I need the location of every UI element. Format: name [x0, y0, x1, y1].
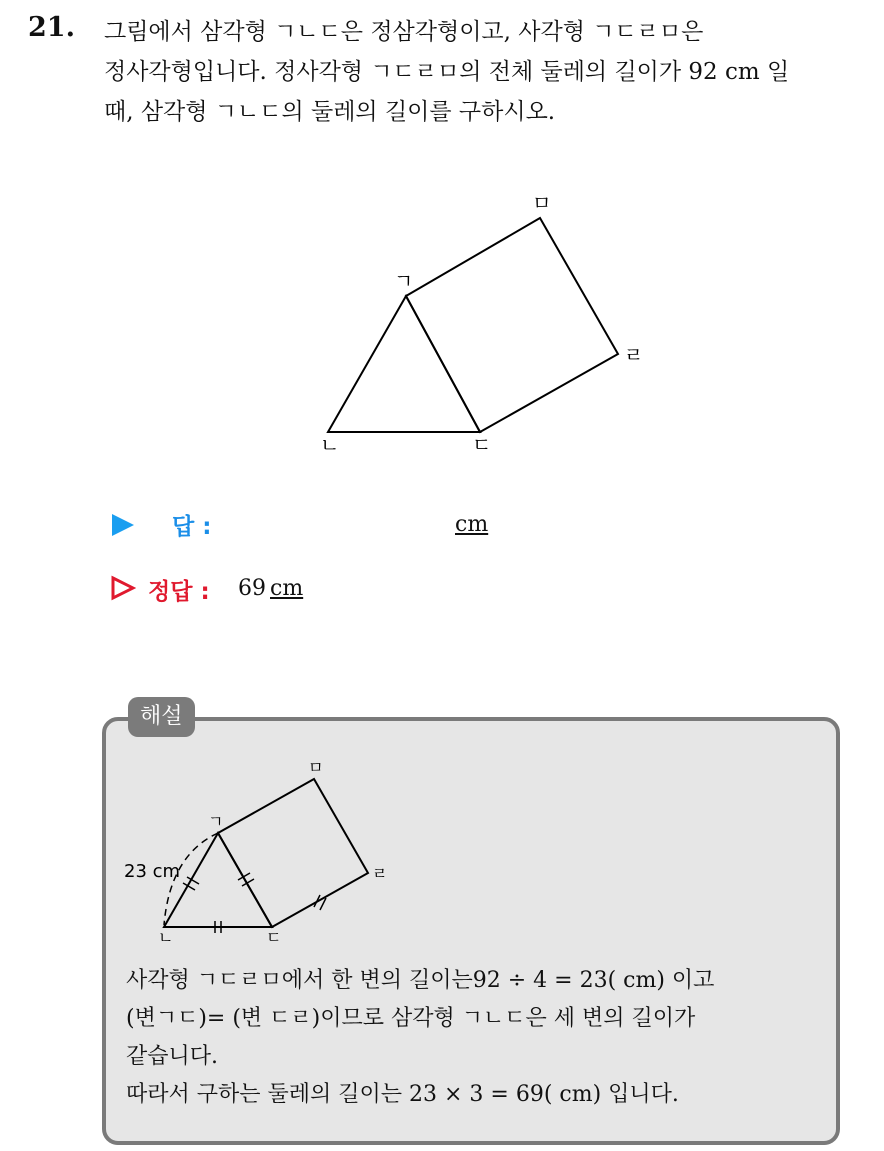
correct-unit: cm [270, 576, 304, 601]
vertex-label-d: ㄷ [472, 433, 492, 457]
triangle-gnd [328, 296, 480, 432]
tick-marks [183, 873, 326, 933]
vertex-label-n-small: ㄴ [158, 928, 174, 947]
vertex-label-n: ㄴ [320, 433, 340, 457]
side-length-label: 23 cm [124, 861, 181, 882]
question-line: 때, 삼각형 ㄱㄴㄷ의 둘레의 길이를 구하시오. [104, 99, 556, 125]
question-line: 정사각형입니다. 정사각형 ㄱㄷㄹㅁ의 전체 둘레의 길이가 92 cm 일 [104, 59, 790, 85]
vertex-label-r-small: ㄹ [372, 864, 388, 883]
vertex-label-g: ㄱ [394, 269, 414, 293]
answer-arrow-icon [110, 512, 136, 538]
explanation-line: 같습니다. [126, 1044, 219, 1069]
square-gdrm [406, 218, 618, 432]
explanation-text [126, 962, 826, 1114]
explanation-figure [120, 755, 420, 955]
triangle-gnd-small [164, 833, 272, 927]
explanation-line: (변ㄱㄷ)= (변 ㄷㄹ)이므로 삼각형 ㄱㄴㄷ은 세 변의 길이가 [126, 1006, 696, 1031]
vertex-label-d-small: ㄷ [266, 928, 282, 947]
square-gdrm-small [218, 779, 368, 927]
vertex-label-m-small: ㅁ [308, 758, 324, 777]
question-text [104, 12, 864, 132]
answer-label: 답 : [172, 514, 212, 540]
vertex-label-g-small: ㄱ [208, 812, 224, 831]
correct-value: 69 [238, 576, 266, 601]
main-figure [300, 180, 660, 460]
correct-arrow-icon [110, 575, 136, 601]
answer-unit: cm [455, 512, 489, 537]
vertex-label-r: ㄹ [624, 343, 644, 367]
explanation-line: 사각형 ㄱㄷㄹㅁ에서 한 변의 길이는92 ÷ 4 = 23( cm) 이고 [126, 968, 715, 993]
correct-label: 정답 : [148, 579, 210, 605]
explanation-tag: 해설 [128, 697, 195, 737]
vertex-label-m: ㅁ [532, 191, 552, 215]
explanation-line: 따라서 구하는 둘레의 길이는 23 × 3 = 69( cm) 입니다. [126, 1082, 679, 1107]
correct-answer [238, 576, 303, 601]
question-number: 21. [28, 12, 75, 43]
question-line: 그림에서 삼각형 ㄱㄴㄷ은 정삼각형이고, 사각형 ㄱㄷㄹㅁ은 [104, 19, 704, 45]
